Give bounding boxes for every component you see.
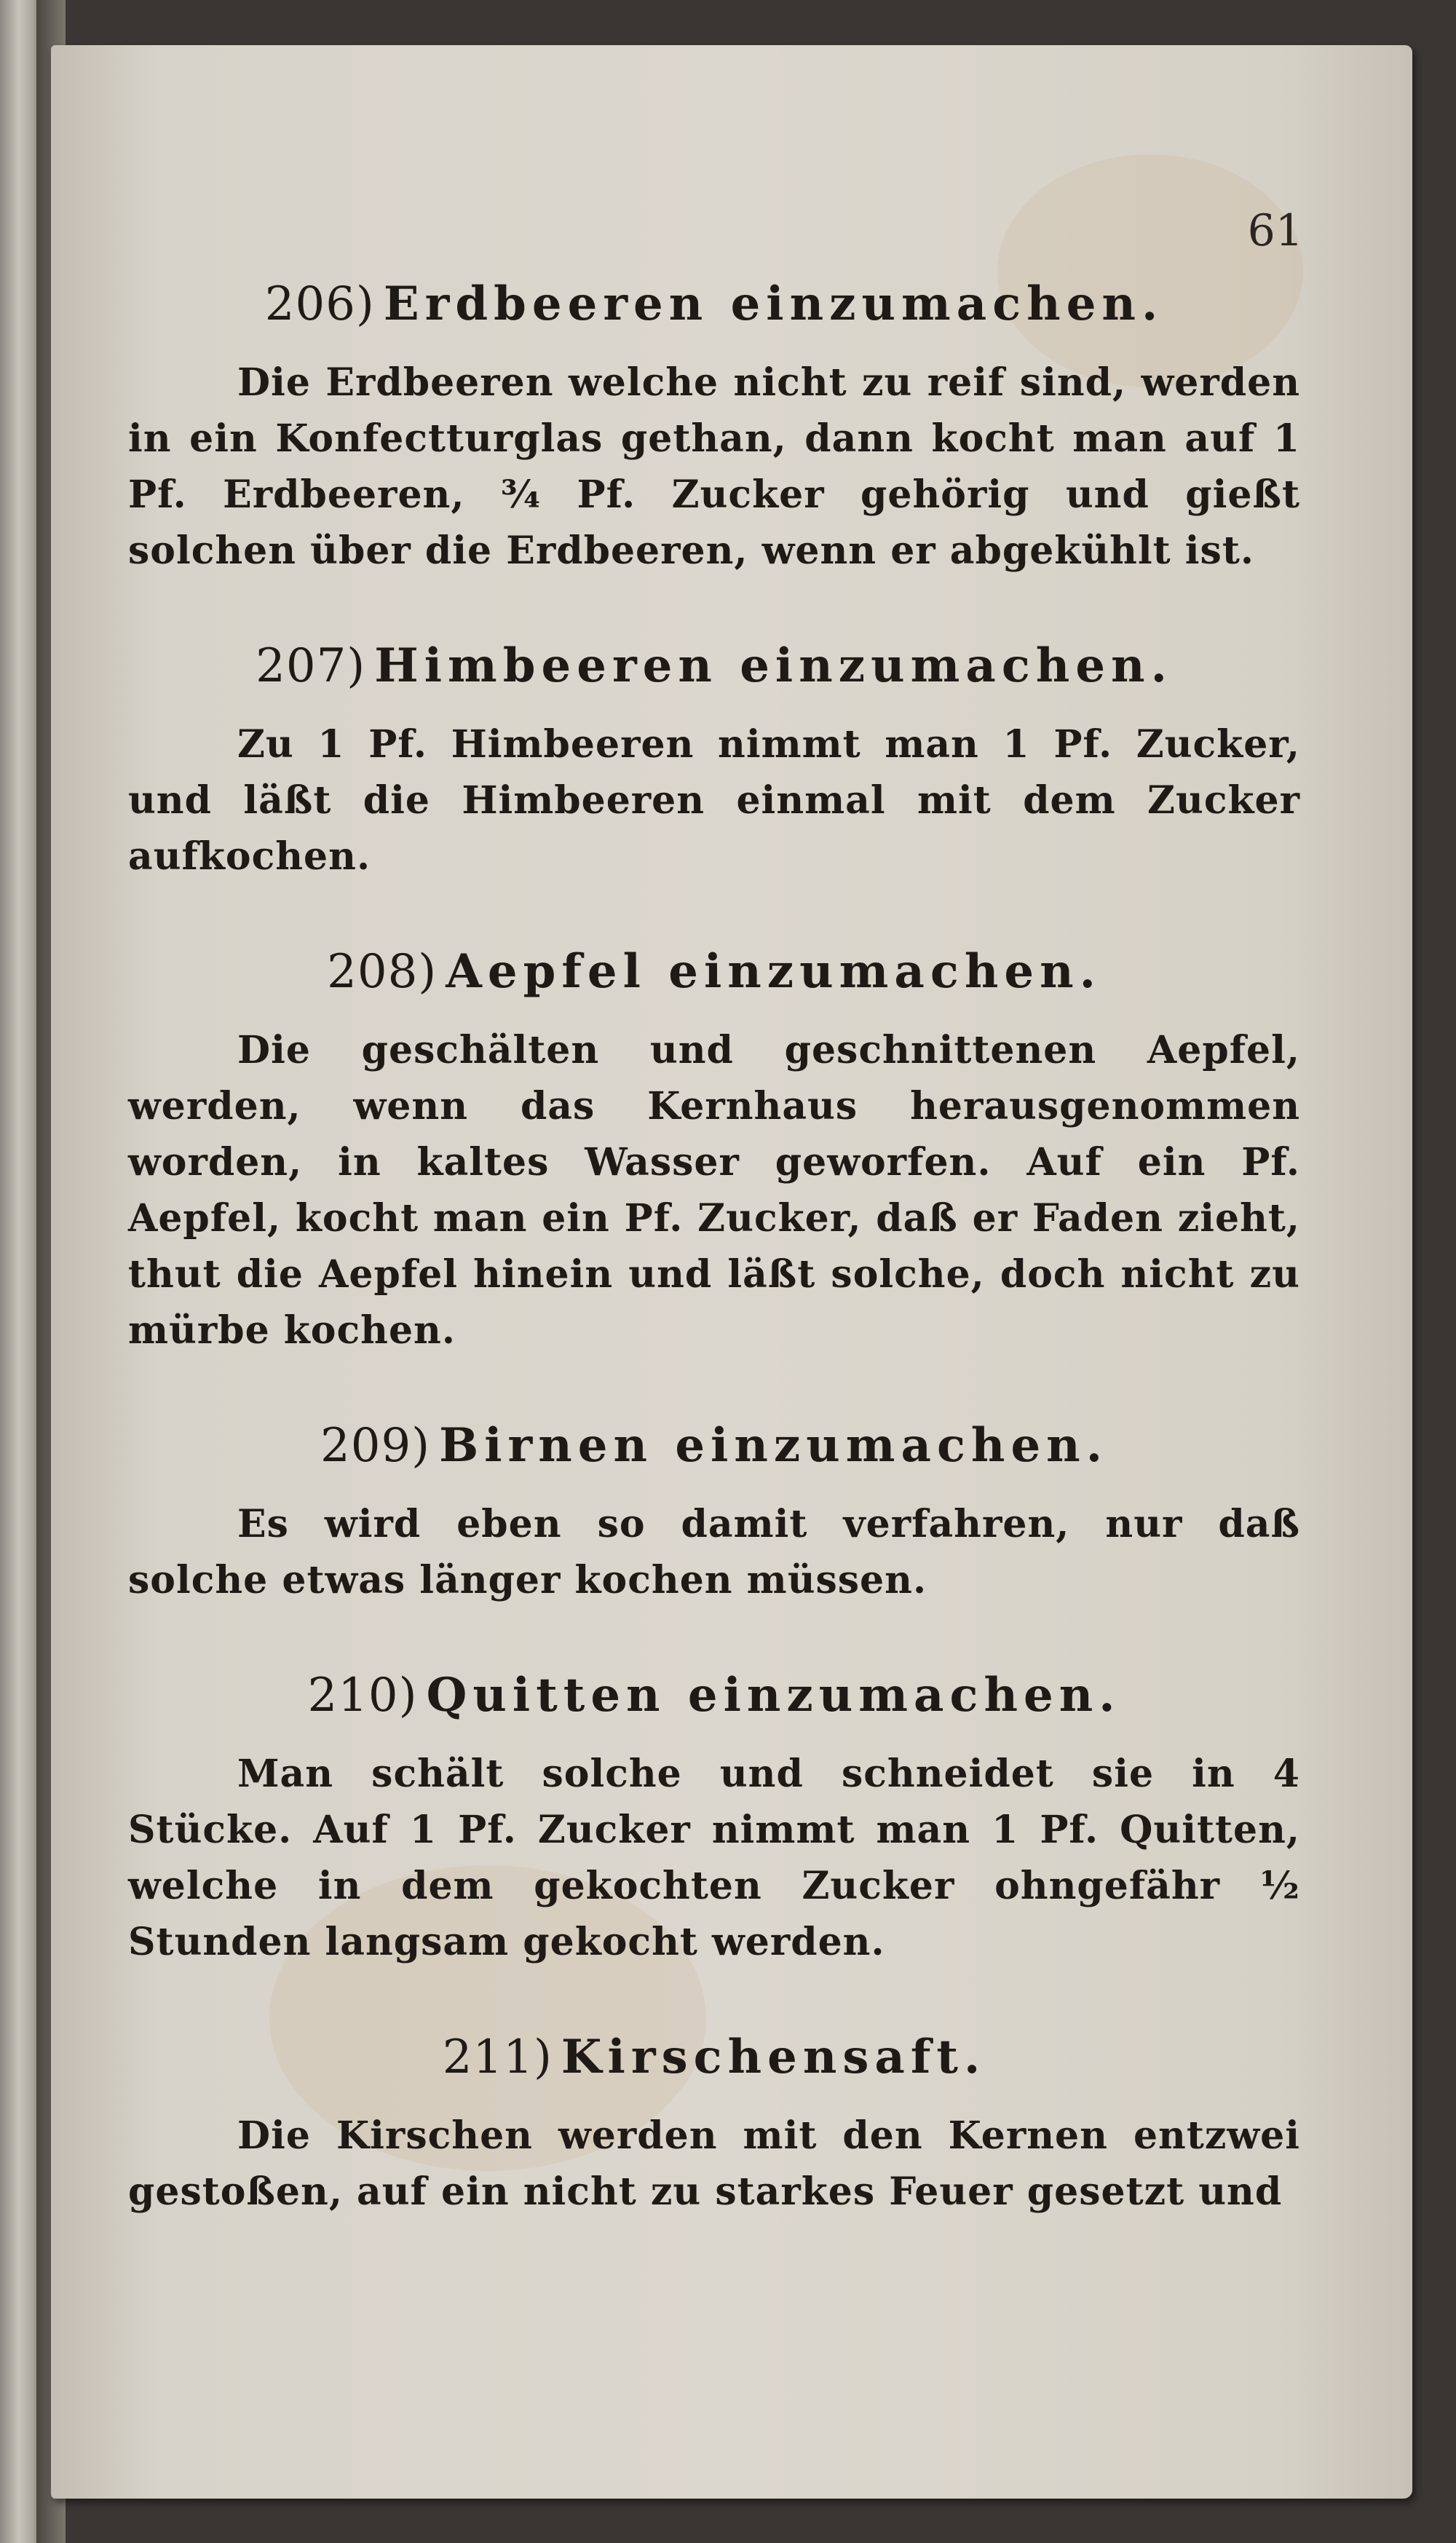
recipe-text: Man schält solche und schneidet sie in 4 Stücke. Auf 1 Pf. Zucker nimmt man 1 Pf. Quitten, welche in dem gekochten Zucker ohngefähr ½ Stunden langsam gekocht werden. — [128, 1752, 1300, 1964]
recipe-title: Aepfel einzumachen. — [446, 944, 1101, 999]
recipe-heading — [128, 2030, 1300, 2084]
recipe-number: 209) — [320, 1419, 431, 1473]
recipe-number: 207) — [256, 639, 366, 693]
recipe-211 — [128, 2030, 1300, 2220]
recipe-heading — [128, 277, 1300, 331]
recipe-number: 208) — [327, 945, 438, 999]
recipe-text: Die Kirschen werden mit den Kernen entzwei gestoßen, auf ein nicht zu starkes Feuer gesetzt und — [128, 2113, 1300, 2214]
recipe-text: Die Erdbeeren welche nicht zu reif sind, werden in ein Konfectturglas gethan, dann kocht man auf 1 Pf. Erdbeeren, ¾ Pf. Zucker gehörig und gießt solchen über die Erdbeeren, wenn er abgekühlt ist. — [128, 360, 1300, 573]
recipe-text: Die geschälten und geschnittenen Aepfel, werden, wenn das Kernhaus herausgenommen worden, in kaltes Wasser geworfen. Auf ein Pf. Aepfel, kocht man ein Pf. Zucker, daß er Faden zieht, thut die Aepfel hinein und läßt solche, doch nicht zu mürbe kochen. — [128, 1028, 1300, 1353]
recipe-number: 206) — [264, 277, 375, 331]
recipe-title: Kirschensaft. — [561, 2030, 986, 2084]
recipe-title: Himbeeren einzumachen. — [374, 638, 1173, 693]
recipe-title: Erdbeeren einzumachen. — [383, 277, 1164, 331]
recipe-207 — [128, 638, 1300, 885]
recipe-number: 210) — [307, 1669, 418, 1723]
recipe-heading — [128, 944, 1300, 999]
recipe-206 — [128, 277, 1300, 579]
recipe-heading — [128, 638, 1300, 693]
recipe-209 — [128, 1418, 1300, 1608]
recipe-number: 211) — [442, 2030, 553, 2084]
recipe-title: Birnen einzumachen. — [439, 1418, 1108, 1473]
recipe-210 — [128, 1668, 1300, 1970]
recipe-text: Zu 1 Pf. Himbeeren nimmt man 1 Pf. Zucker, und läßt die Himbeeren einmal mit dem Zucker aufkochen. — [128, 722, 1300, 879]
page-content — [128, 277, 1300, 2279]
recipe-text: Es wird eben so damit verfahren, nur daß solche etwas länger kochen müssen. — [128, 1502, 1300, 1602]
page-number: 61 — [1247, 205, 1303, 256]
recipe-title: Quitten einzumachen. — [426, 1668, 1121, 1723]
recipe-heading — [128, 1668, 1300, 1723]
recipe-208 — [128, 944, 1300, 1358]
recipe-heading — [128, 1418, 1300, 1473]
